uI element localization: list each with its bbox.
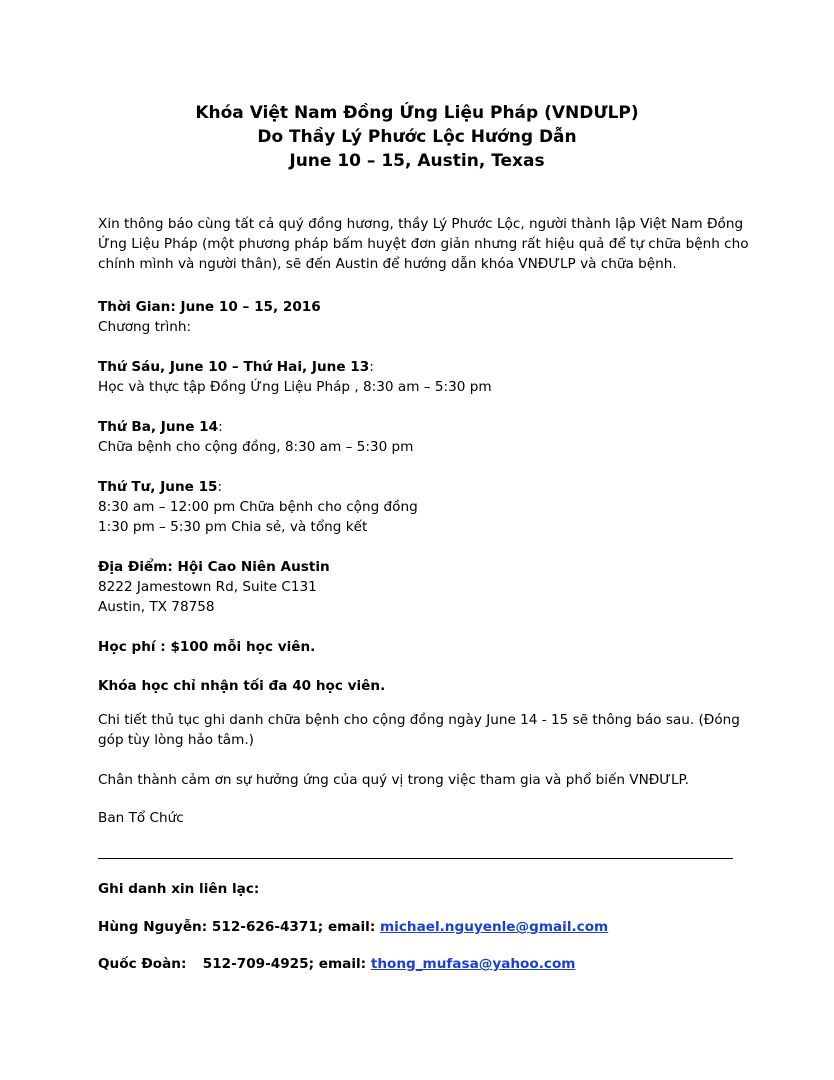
schedule-heading: Thứ Sáu, June 10 – Thứ Hai, June 13 (98, 359, 370, 375)
contact-name: Quốc Đoàn: (98, 956, 187, 972)
thanks-text: Chân thành cảm ơn sự hưởng ứng của quý vị trong việc tham gia và phổ biến VNĐƯLP. (98, 772, 689, 788)
details-line-2: góp tùy lòng hảo tâm.) (98, 732, 254, 748)
contact-phone: 512-709-4925; email: (202, 956, 367, 972)
time-section (98, 297, 738, 337)
contact-name: Hùng Nguyễn: (98, 919, 208, 935)
schedule-heading: Thứ Ba, June 14 (98, 419, 219, 435)
contact-row (98, 954, 738, 974)
email-link[interactable]: thong_mufasa@yahoo.com (370, 956, 576, 972)
schedule-line: 8:30 am – 12:00 pm Chữa bệnh cho cộng đồng (98, 499, 418, 515)
email-link[interactable]: michael.nguyenle@gmail.com (380, 919, 609, 935)
fee-text: Học phí : $100 mỗi học viên. (98, 639, 316, 655)
fee-section (98, 637, 738, 657)
schedule-heading: Thứ Tư, June 15 (98, 479, 218, 495)
intro-paragraph (98, 214, 749, 274)
thanks-paragraph (98, 770, 738, 790)
contact-heading-section (98, 879, 738, 899)
limit-section (98, 676, 738, 696)
location-section (98, 557, 738, 617)
document-title (0, 101, 834, 173)
address-line-1: 8222 Jamestown Rd, Suite C131 (98, 579, 317, 595)
time-label: Thời Gian: June 10 – 15, 2016 (98, 299, 321, 315)
contact-row (98, 917, 738, 937)
title-line-2: Do Thầy Lý Phước Lộc Hướng Dẫn (257, 127, 577, 147)
schedule-item: Thứ Ba, June 14: Chữa bệnh cho cộng đồng, 8:30 am – 5:30 pm (98, 417, 738, 457)
program-label: Chương trình: (98, 319, 192, 335)
intro-line-2: Ứng Liệu Pháp (một phương pháp bấm huyệt đơn giản nhưng rất hiệu quả để tự chữa bệnh cho (98, 236, 749, 252)
schedule-line: Học và thực tập Đồng Ứng Liệu Pháp , 8:30 am – 5:30 pm (98, 379, 492, 395)
details-line-1: Chi tiết thủ tục ghi danh chữa bệnh cho cộng đồng ngày June 14 - 15 sẽ thông báo sau. (Đóng (98, 712, 740, 728)
details-paragraph (98, 710, 738, 750)
signoff-section (98, 808, 738, 828)
contact-heading: Ghi danh xin liên lạc: (98, 881, 260, 897)
schedule-item: Thứ Tư, June 15: 8:30 am – 12:00 pm Chữa bệnh cho cộng đồng 1:30 pm – 5:30 pm Chia sẻ, và tổng kết (98, 477, 738, 537)
title-line-1: Khóa Việt Nam Đồng Ứng Liệu Pháp (VNDƯLP) (195, 103, 639, 123)
schedule-line: Chữa bệnh cho cộng đồng, 8:30 am – 5:30 pm (98, 439, 414, 455)
schedule-line: 1:30 pm – 5:30 pm Chia sẻ, và tổng kết (98, 519, 368, 535)
title-line-3: June 10 – 15, Austin, Texas (289, 151, 545, 171)
divider-line (98, 858, 733, 859)
intro-line-1: Xin thông báo cùng tất cả quý đồng hương, thầy Lý Phước Lộc, người thành lập Việt Nam Đồng (98, 216, 744, 232)
address-line-2: Austin, TX 78758 (98, 599, 215, 615)
intro-line-3: chính mình và người thân), sẽ đến Austin để hướng dẫn khóa VNĐƯLP và chữa bệnh. (98, 256, 677, 272)
location-label: Địa Điểm: Hội Cao Niên Austin (98, 559, 330, 575)
contact-phone: 512-626-4371; email: (211, 919, 376, 935)
limit-text: Khóa học chỉ nhận tối đa 40 học viên. (98, 678, 386, 694)
signoff-text: Ban Tổ Chức (98, 810, 184, 826)
schedule-item: Thứ Sáu, June 10 – Thứ Hai, June 13: Học và thực tập Đồng Ứng Liệu Pháp , 8:30 am – 5:30 pm (98, 357, 738, 397)
